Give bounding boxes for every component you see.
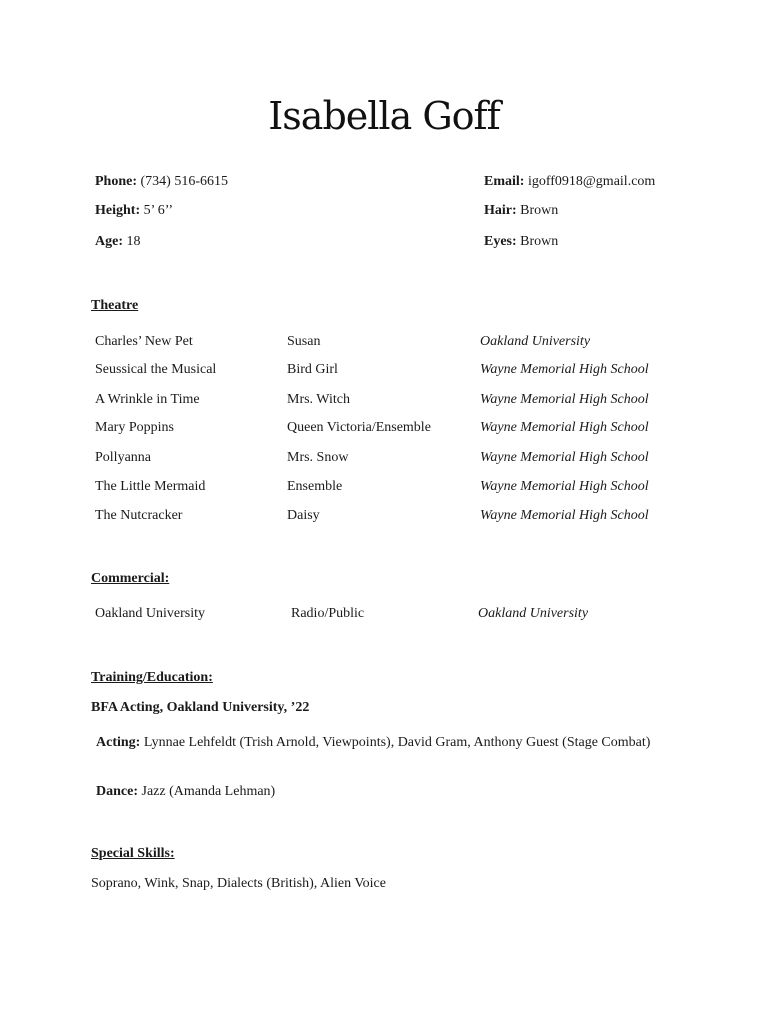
theatre-show: Mary Poppins [95,420,174,435]
theatre-show: The Little Mermaid [95,479,206,494]
theatre-show: Charles’ New Pet [95,334,193,349]
acting-label: Acting: [96,735,141,750]
theatre-role: Daisy [287,508,320,523]
commercial-client: Oakland University [95,606,206,621]
theatre-heading: Theatre [91,298,139,313]
theatre-show: Seussical the Musical [95,362,217,377]
theatre-venue: Wayne Memorial High School [480,508,649,523]
theatre-venue: Oakland University [480,334,591,349]
age-label: Age: [95,234,123,249]
hair-value: Brown [520,203,559,218]
acting-training [96,733,656,752]
commercial-heading: Commercial: [91,571,170,586]
theatre-show: The Nutcracker [95,508,183,523]
phone-label: Phone: [95,174,137,189]
eyes-label: Eyes: [484,234,517,249]
theatre-venue: Wayne Memorial High School [480,392,649,407]
email-line [484,173,655,191]
theatre-venue: Wayne Memorial High School [480,362,649,377]
dance-training [96,783,275,801]
height-value: 5’ 6’’ [143,203,174,218]
eyes-line [484,233,558,251]
theatre-role: Ensemble [287,479,343,494]
email-value: igoff0918@gmail.com [527,174,656,189]
phone-value: (734) 516-6615 [140,174,228,189]
degree-line: BFA Acting, Oakland University, ’22 [91,700,310,715]
theatre-role: Susan [287,334,321,349]
theatre-venue: Wayne Memorial High School [480,479,649,494]
email-label: Email: [484,174,525,189]
age-value: 18 [126,234,141,249]
height-label: Height: [95,203,141,218]
theatre-venue: Wayne Memorial High School [480,420,649,435]
dance-value: Jazz (Amanda Lehman) [141,784,276,799]
theatre-role: Bird Girl [287,362,338,377]
theatre-role: Mrs. Witch [287,392,350,407]
hair-line [484,202,558,220]
height-line [95,202,173,220]
skills-text: Soprano, Wink, Snap, Dialects (British), Alien Voice [91,876,386,891]
commercial-venue: Oakland University [478,606,589,621]
skills-heading: Special Skills: [91,846,175,861]
age-line [95,233,141,251]
training-heading: Training/Education: [91,670,213,685]
commercial-type: Radio/Public [291,606,365,621]
dance-label: Dance: [96,784,138,799]
hair-label: Hair: [484,203,517,218]
theatre-show: A Wrinkle in Time [95,392,200,407]
resume-name: Isabella Goff [268,94,500,138]
theatre-role: Mrs. Snow [287,450,349,465]
eyes-value: Brown [520,234,559,249]
phone-line [95,173,228,191]
theatre-show: Pollyanna [95,450,151,465]
theatre-role: Queen Victoria/Ensemble [287,420,431,435]
acting-value: Lynnae Lehfeldt (Trish Arnold, Viewpoints), David Gram, Anthony Guest (Stage Combat) [143,735,651,750]
theatre-venue: Wayne Memorial High School [480,450,649,465]
